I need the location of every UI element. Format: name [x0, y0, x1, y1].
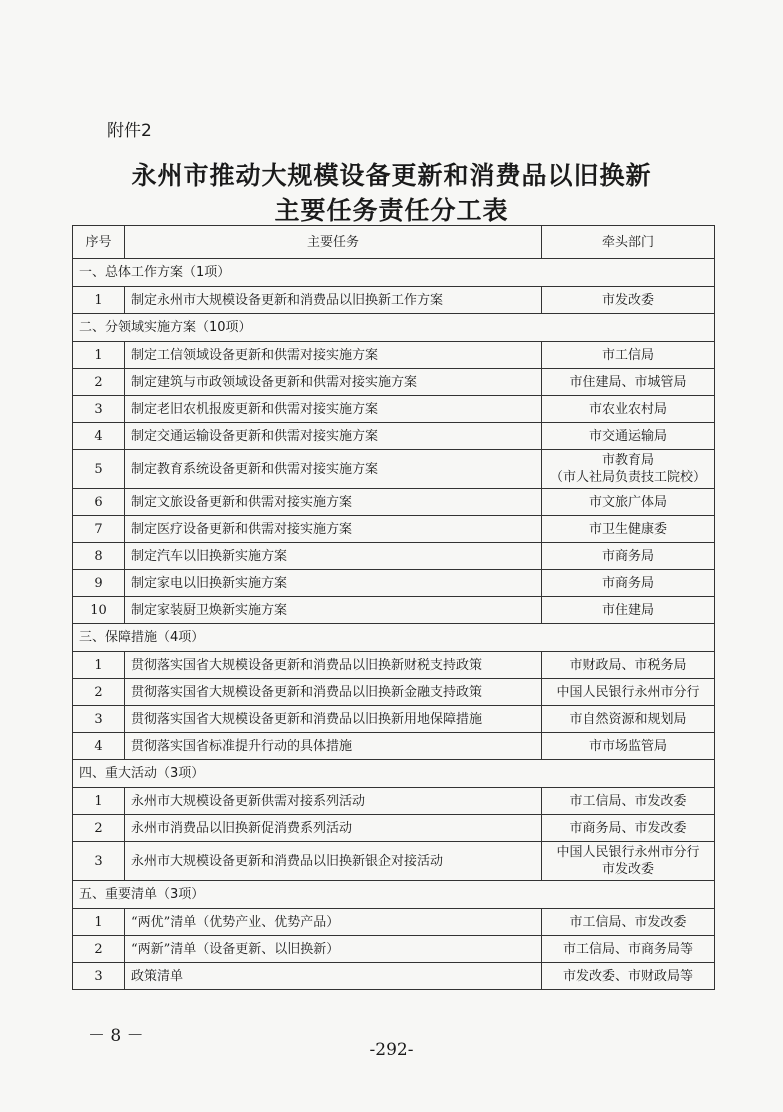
- department-cell: [542, 450, 715, 489]
- department-cell: [542, 423, 715, 450]
- section-title: 二、分领域实施方案（10项）: [73, 314, 715, 342]
- table-row: [73, 570, 715, 597]
- department-cell: [542, 516, 715, 543]
- table-row: [73, 733, 715, 760]
- table-row: [73, 423, 715, 450]
- table-row: [73, 287, 715, 314]
- department-cell: [542, 909, 715, 936]
- department-line: 市发改委: [601, 862, 654, 877]
- section-title: 三、保障措施（4项）: [73, 624, 715, 652]
- section-row: [73, 624, 715, 652]
- table-row: [73, 652, 715, 679]
- task-cell: 贯彻落实国省标准提升行动的具体措施: [125, 733, 542, 760]
- task-cell: 贯彻落实国省大规模设备更新和消费品以旧换新财税支持政策: [125, 652, 542, 679]
- section-row: [73, 760, 715, 788]
- task-cell: 制定汽车以旧换新实施方案: [125, 543, 542, 570]
- table-row: [73, 815, 715, 842]
- row-number: 4: [73, 733, 125, 760]
- row-number: 2: [73, 815, 125, 842]
- task-cell: 制定教育系统设备更新和供需对接实施方案: [125, 450, 542, 489]
- task-cell: 永州市大规模设备更新和消费品以旧换新银企对接活动: [125, 842, 542, 881]
- row-number: 2: [73, 369, 125, 396]
- row-number: 1: [73, 909, 125, 936]
- row-number: 3: [73, 706, 125, 733]
- table-row: [73, 516, 715, 543]
- department-line: 市住建局、市城管局: [569, 374, 687, 390]
- task-cell: 制定交通运输设备更新和供需对接实施方案: [125, 423, 542, 450]
- department-line: 市农业农村局: [588, 401, 667, 417]
- department-line: 市发改委: [601, 292, 654, 308]
- department-cell: [542, 842, 715, 881]
- responsibility-table: [72, 225, 715, 990]
- department-line: 中国人民银行永州市分行: [556, 845, 700, 860]
- column-header-department: 牵头部门: [542, 226, 715, 259]
- department-line: 市市场监管局: [588, 738, 667, 754]
- document-title-line-1: 永州市推动大规模设备更新和消费品以旧换新: [131, 161, 652, 190]
- task-cell: 制定建筑与市政领域设备更新和供需对接实施方案: [125, 369, 542, 396]
- row-number: 6: [73, 489, 125, 516]
- table-row: [73, 369, 715, 396]
- department-cell: [542, 652, 715, 679]
- department-cell: [542, 342, 715, 369]
- task-cell: 永州市消费品以旧换新促消费系列活动: [125, 815, 542, 842]
- page-number: － 8 －: [88, 1026, 144, 1046]
- row-number: 7: [73, 516, 125, 543]
- table-row: [73, 706, 715, 733]
- department-line: 中国人民银行永州市分行: [556, 684, 700, 700]
- table-row: [73, 396, 715, 423]
- row-number: 10: [73, 597, 125, 624]
- task-cell: 制定文旅设备更新和供需对接实施方案: [125, 489, 542, 516]
- department-cell: [542, 369, 715, 396]
- department-line: 市自然资源和规划局: [569, 711, 687, 727]
- department-cell: [542, 733, 715, 760]
- table-row: [73, 963, 715, 990]
- department-line: 市交通运输局: [588, 428, 667, 444]
- section-row: [73, 881, 715, 909]
- task-cell: “两新”清单（设备更新、以旧换新）: [125, 936, 542, 963]
- task-cell: 制定老旧农机报废更新和供需对接实施方案: [125, 396, 542, 423]
- section-row: [73, 259, 715, 287]
- table-row: [73, 489, 715, 516]
- table-row: [73, 450, 715, 489]
- row-number: 3: [73, 396, 125, 423]
- department-line: 市商务局: [601, 548, 654, 564]
- row-number: 3: [73, 963, 125, 990]
- task-cell: 制定永州市大规模设备更新和消费品以旧换新工作方案: [125, 287, 542, 314]
- row-number: 2: [73, 936, 125, 963]
- table-row: [73, 342, 715, 369]
- department-line: 市住建局: [601, 602, 654, 618]
- row-number: 5: [73, 450, 125, 489]
- department-line: 市工信局、市发改委: [569, 793, 687, 809]
- task-cell: 贯彻落实国省大规模设备更新和消费品以旧换新金融支持政策: [125, 679, 542, 706]
- section-row: [73, 314, 715, 342]
- table-body: [73, 259, 715, 990]
- task-cell: 制定家电以旧换新实施方案: [125, 570, 542, 597]
- department-line: 市文旅广体局: [588, 494, 667, 510]
- table-row: [73, 936, 715, 963]
- task-cell: “两优”清单（优势产业、优势产品）: [125, 909, 542, 936]
- department-cell: [542, 936, 715, 963]
- section-title: 一、总体工作方案（1项）: [73, 259, 715, 287]
- section-title: 五、重要清单（3项）: [73, 881, 715, 909]
- task-cell: 永州市大规模设备更新供需对接系列活动: [125, 788, 542, 815]
- table-row: [73, 788, 715, 815]
- department-cell: [542, 815, 715, 842]
- department-cell: [542, 287, 715, 314]
- table-row: [73, 543, 715, 570]
- department-cell: [542, 597, 715, 624]
- task-cell: 政策清单: [125, 963, 542, 990]
- row-number: 9: [73, 570, 125, 597]
- section-title: 四、重大活动（3项）: [73, 760, 715, 788]
- department-cell: [542, 570, 715, 597]
- task-cell: 制定医疗设备更新和供需对接实施方案: [125, 516, 542, 543]
- department-line: 市教育局: [601, 453, 654, 468]
- row-number: 1: [73, 652, 125, 679]
- row-number: 4: [73, 423, 125, 450]
- table-row: [73, 597, 715, 624]
- task-cell: 制定家装厨卫焕新实施方案: [125, 597, 542, 624]
- department-line: （市人社局负责技工院校）: [549, 470, 706, 485]
- column-header-number: 序号: [73, 226, 125, 259]
- department-cell: [542, 788, 715, 815]
- department-cell: [542, 489, 715, 516]
- department-line: 市发改委、市财政局等: [562, 968, 693, 984]
- department-line: 市卫生健康委: [588, 521, 667, 537]
- attachment-label: 附件2: [107, 121, 152, 141]
- department-line: 市商务局: [601, 575, 654, 591]
- department-cell: [542, 706, 715, 733]
- task-cell: 制定工信领域设备更新和供需对接实施方案: [125, 342, 542, 369]
- row-number: 2: [73, 679, 125, 706]
- department-cell: [542, 679, 715, 706]
- table-row: [73, 679, 715, 706]
- column-header-task: 主要任务: [125, 226, 542, 259]
- document-title-line-2: 主要任务责任分工表: [274, 196, 509, 225]
- department-cell: [542, 543, 715, 570]
- row-number: 1: [73, 287, 125, 314]
- row-number: 8: [73, 543, 125, 570]
- department-line: 市财政局、市税务局: [569, 657, 687, 673]
- row-number: 1: [73, 342, 125, 369]
- department-line: 市工信局、市发改委: [569, 914, 687, 930]
- table-row: [73, 842, 715, 881]
- table-header-row: [73, 226, 715, 259]
- table-row: [73, 909, 715, 936]
- department-cell: [542, 396, 715, 423]
- document-page-number: -292-: [369, 1040, 414, 1060]
- department-line: 市工信局、市商务局等: [562, 941, 693, 957]
- row-number: 1: [73, 788, 125, 815]
- row-number: 3: [73, 842, 125, 881]
- department-line: 市工信局: [601, 347, 654, 363]
- department-cell: [542, 963, 715, 990]
- department-line: 市商务局、市发改委: [569, 820, 687, 836]
- task-cell: 贯彻落实国省大规模设备更新和消费品以旧换新用地保障措施: [125, 706, 542, 733]
